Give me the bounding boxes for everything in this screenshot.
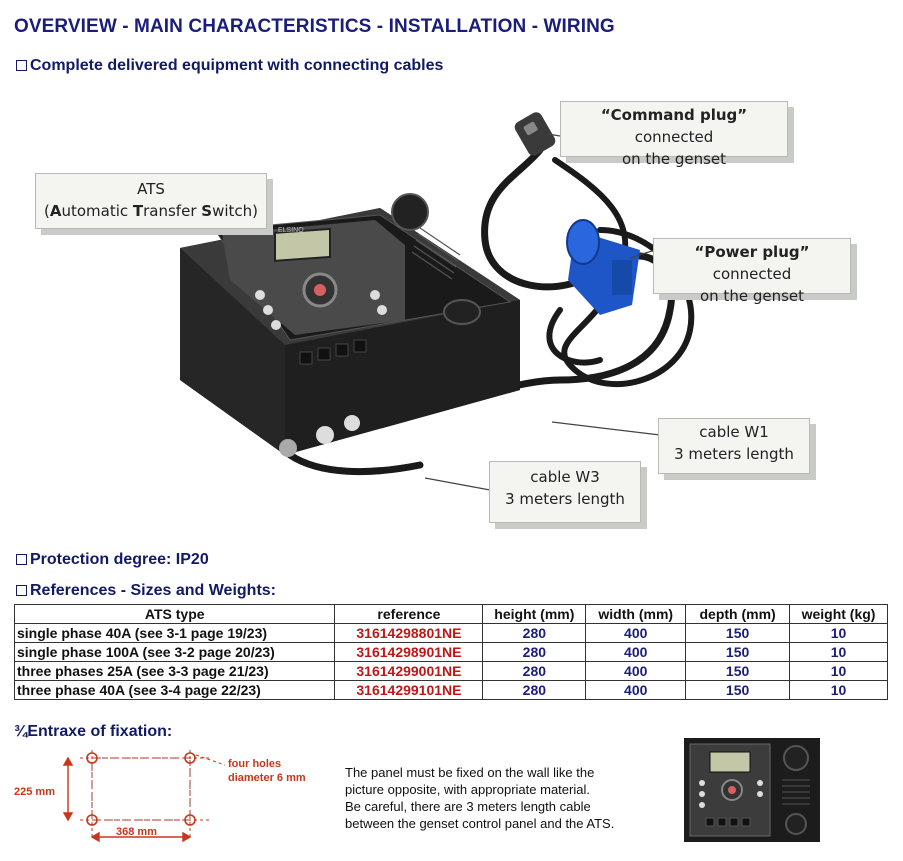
cell-height: 280 [483,624,586,643]
brand-label: ELSINO [278,227,304,234]
cell-height: 280 [483,643,586,662]
fixation-width-label: 368 mm [116,826,157,838]
cell-depth: 150 [686,624,790,643]
col-header-reference: reference [335,605,483,624]
cell-depth: 150 [686,643,790,662]
section-references-label: References - Sizes and Weights: [30,582,276,599]
cell-height: 280 [483,681,586,700]
note-line: picture opposite, with appropriate material. [345,782,590,797]
cell-width: 400 [586,643,686,662]
cable-w3 [290,455,420,472]
cell-weight: 10 [790,662,888,681]
references-table [14,604,888,700]
cell-width: 400 [586,681,686,700]
table-row [15,662,888,681]
section-equipment-label: Complete delivered equipment with connecting cables [30,57,444,74]
checkbox-icon [16,60,27,71]
fixation-holes-line2: diameter 6 mm [228,772,306,784]
cell-weight: 10 [790,624,888,643]
cell-type: single phase 40A (see 3-1 page 19/23) [15,624,335,643]
callout-power-line2: on the genset [699,287,805,305]
mounted-panel-photo [684,738,820,842]
note-line: Be careful, there are 3 meters length cable [345,799,591,814]
cell-weight: 10 [790,643,888,662]
fixation-diagram [10,745,330,845]
cell-width: 400 [586,624,686,643]
section-references [16,582,276,600]
table-header-row [15,605,888,624]
section-protection-label: Protection degree: IP20 [30,551,209,568]
section-protection [16,551,209,569]
cell-reference: 31614298901NE [335,643,483,662]
cell-reference: 31614299001NE [335,662,483,681]
section-equipment [16,57,443,75]
checkbox-icon [16,554,27,565]
callout-w3-desc: 3 meters length [505,490,625,508]
cell-reference: 31614299101NE [335,681,483,700]
fixation-holes-line1: four holes [228,758,282,770]
fixation-marker-icon: ¾ [14,723,28,740]
table-row [15,624,888,643]
col-header-width: width (mm) [586,605,686,624]
callout-command-line2: on the genset [621,150,727,168]
section-fixation [14,723,172,741]
checkbox-icon [16,585,27,596]
col-header-weight: weight (kg) [790,605,888,624]
cell-depth: 150 [686,681,790,700]
callout-command-line1: “Command plug” connected [600,106,748,146]
table-row [15,643,888,662]
callout-cable-w3 [489,461,641,523]
callout-cable-w1 [658,418,810,474]
cell-depth: 150 [686,662,790,681]
callout-power-plug [653,238,851,305]
callout-ats [35,173,267,229]
cell-type: single phase 100A (see 3-2 page 20/23) [15,643,335,662]
cell-weight: 10 [790,681,888,700]
callout-w1-desc: 3 meters length [674,445,794,463]
table-row [15,681,888,700]
cell-type: three phases 25A (see 3-3 page 21/23) [15,662,335,681]
note-line: The panel must be fixed on the wall like the [345,765,595,780]
callout-command-plug [560,101,788,168]
section-fixation-label: Entraxe of fixation: [27,723,173,740]
col-header-type: ATS type [15,605,335,624]
callout-ats-title: ATS [137,180,165,198]
fixation-height-label: 225 mm [14,786,55,798]
cell-height: 280 [483,662,586,681]
mounting-note [345,764,614,832]
col-header-height: height (mm) [483,605,586,624]
callout-w3-title: cable W3 [530,468,600,486]
cell-width: 400 [586,662,686,681]
callout-power-line1: “Power plug” connected [694,243,810,283]
cell-reference: 31614298801NE [335,624,483,643]
cell-type: three phase 40A (see 3-4 page 22/23) [15,681,335,700]
col-header-depth: depth (mm) [686,605,790,624]
callout-w1-title: cable W1 [699,423,769,441]
ats-box-image [180,194,520,457]
callout-ats-desc: (Automatic Transfer Switch) [43,202,258,220]
page-title: OVERVIEW - MAIN CHARACTERISTICS - INSTALLATION - WIRING [14,16,615,37]
lcd-display [710,752,750,772]
note-line: between the genset control panel and the ATS. [345,816,615,831]
